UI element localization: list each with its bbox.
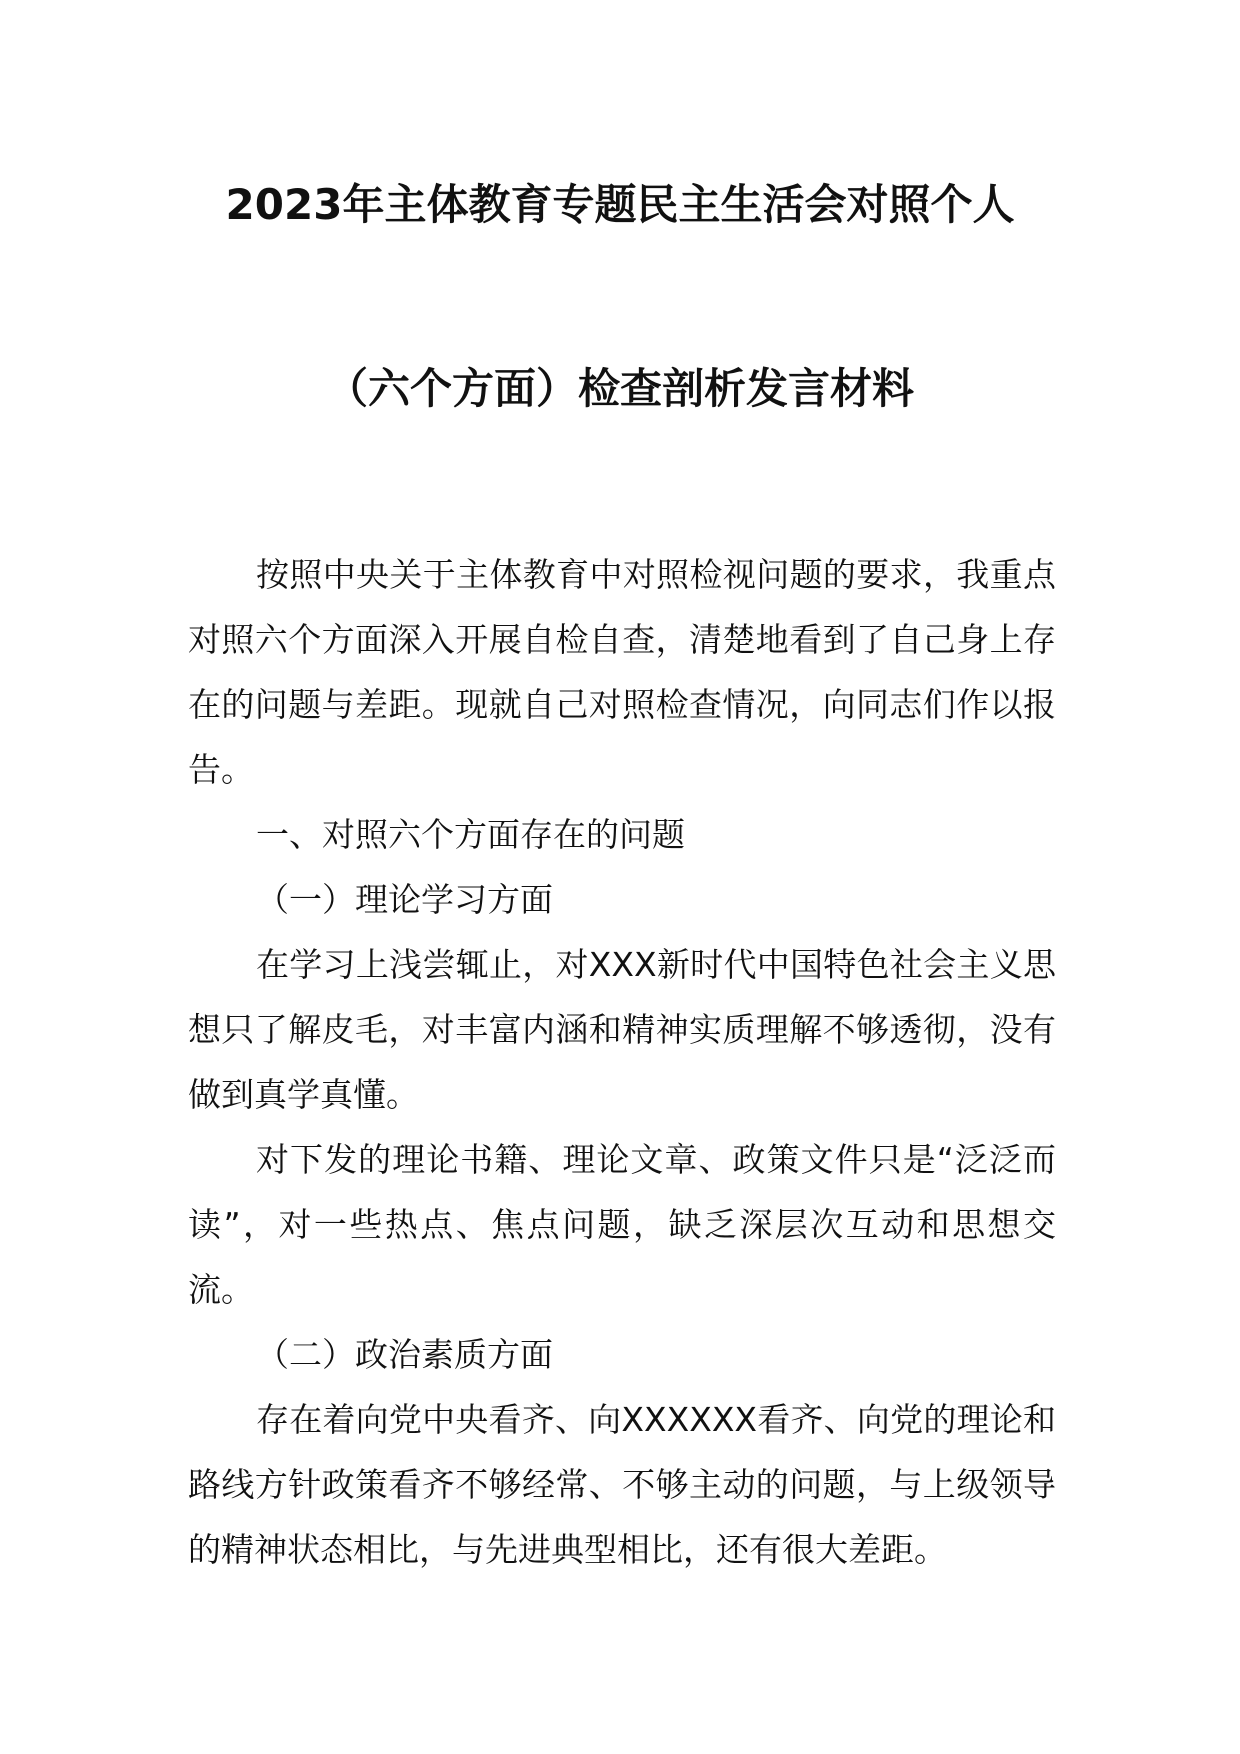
section-heading-1: 一、对照六个方面存在的问题: [256, 815, 685, 854]
document-body: [188, 542, 1056, 1582]
intro-paragraph: 按照中央关于主体教育中对照检视问题的要求，我重点对照六个方面深入开展自检自查，清楚地看到了自己身上存在的问题与差距。现就自己对照检查情况，向同志们作以报告。: [188, 555, 1056, 789]
political-paragraph-1: 存在着向党中央看齐、向XXXXXX看齐、向党的理论和路线方针政策看齐不够经常、不够主动的问题，与上级领导的精神状态相比，与先进典型相比，还有很大差距。: [188, 1400, 1056, 1569]
document-title-line2: （六个方面）检查剖析发言材料: [325, 364, 914, 413]
theory-paragraph-2: 对下发的理论书籍、理论文章、政策文件只是“泛泛而读”，对一些热点、焦点问题，缺乏深层次互动和思想交流。: [188, 1140, 1056, 1309]
theory-paragraph-1: 在学习上浅尝辄止，对XXX新时代中国特色社会主义思想只了解皮毛，对丰富内涵和精神实质理解不够透彻，没有做到真学真懂。: [188, 945, 1056, 1114]
document-title-line1: 2023年主体教育专题民主生活会对照个人: [225, 180, 1015, 229]
subsection-heading-political: （二）政治素质方面: [256, 1335, 553, 1374]
subsection-heading-theory: （一）理论学习方面: [256, 880, 553, 919]
